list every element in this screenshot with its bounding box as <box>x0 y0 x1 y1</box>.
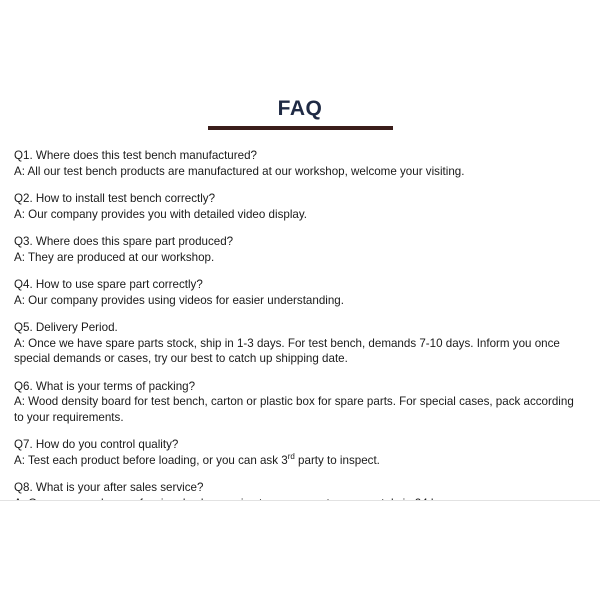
faq-question: Q5. Delivery Period. <box>14 321 118 334</box>
faq-item <box>14 320 586 367</box>
faq-question: Q4. How to use spare part correctly? <box>14 278 203 291</box>
faq-item <box>14 148 586 179</box>
faq-question: Q1. Where does this test bench manufactured? <box>14 149 257 162</box>
faq-answer: A: Our company provides you with detailed video display. <box>14 207 308 221</box>
page-bottom-area <box>0 500 600 601</box>
faq-item <box>14 379 586 426</box>
faq-item <box>14 191 586 222</box>
faq-question: Q3. Where does this spare part produced? <box>14 235 234 248</box>
faq-answer-text-after: party to inspect. <box>294 453 380 467</box>
faq-list <box>0 130 600 511</box>
faq-answer: A: Wood density board for test bench, carton or plastic box for spare parts. For special cases, pack according to your requirements. <box>14 395 574 424</box>
faq-item <box>14 234 586 265</box>
faq-question: Q8. What is your after sales service? <box>14 481 204 494</box>
faq-answer: A: Our company provides using videos for easier understanding. <box>14 293 344 307</box>
faq-question: Q2. How to install test bench correctly? <box>14 192 216 205</box>
faq-item <box>14 437 586 468</box>
faq-question: Q7. How do you control quality? <box>14 438 179 451</box>
faq-answer <box>14 453 586 469</box>
faq-item <box>14 277 586 308</box>
faq-question: Q6. What is your terms of packing? <box>14 379 196 393</box>
page-title: FAQ <box>277 97 323 120</box>
faq-answer-ordinal: rd <box>287 451 295 461</box>
faq-answer: A: Once we have spare parts stock, ship in 1-3 days. For test bench, demands 7-10 days. Inform you once special demands or cases, try our best to catch up shipping date. <box>14 336 560 365</box>
faq-answer: A: All our test bench products are manufactured at our workshop, welcome your visiting. <box>14 164 465 178</box>
faq-answer-text-before: A: Test each product before loading, or you can ask 3 <box>14 453 288 467</box>
faq-answer: A: They are produced at our workshop. <box>14 250 215 264</box>
